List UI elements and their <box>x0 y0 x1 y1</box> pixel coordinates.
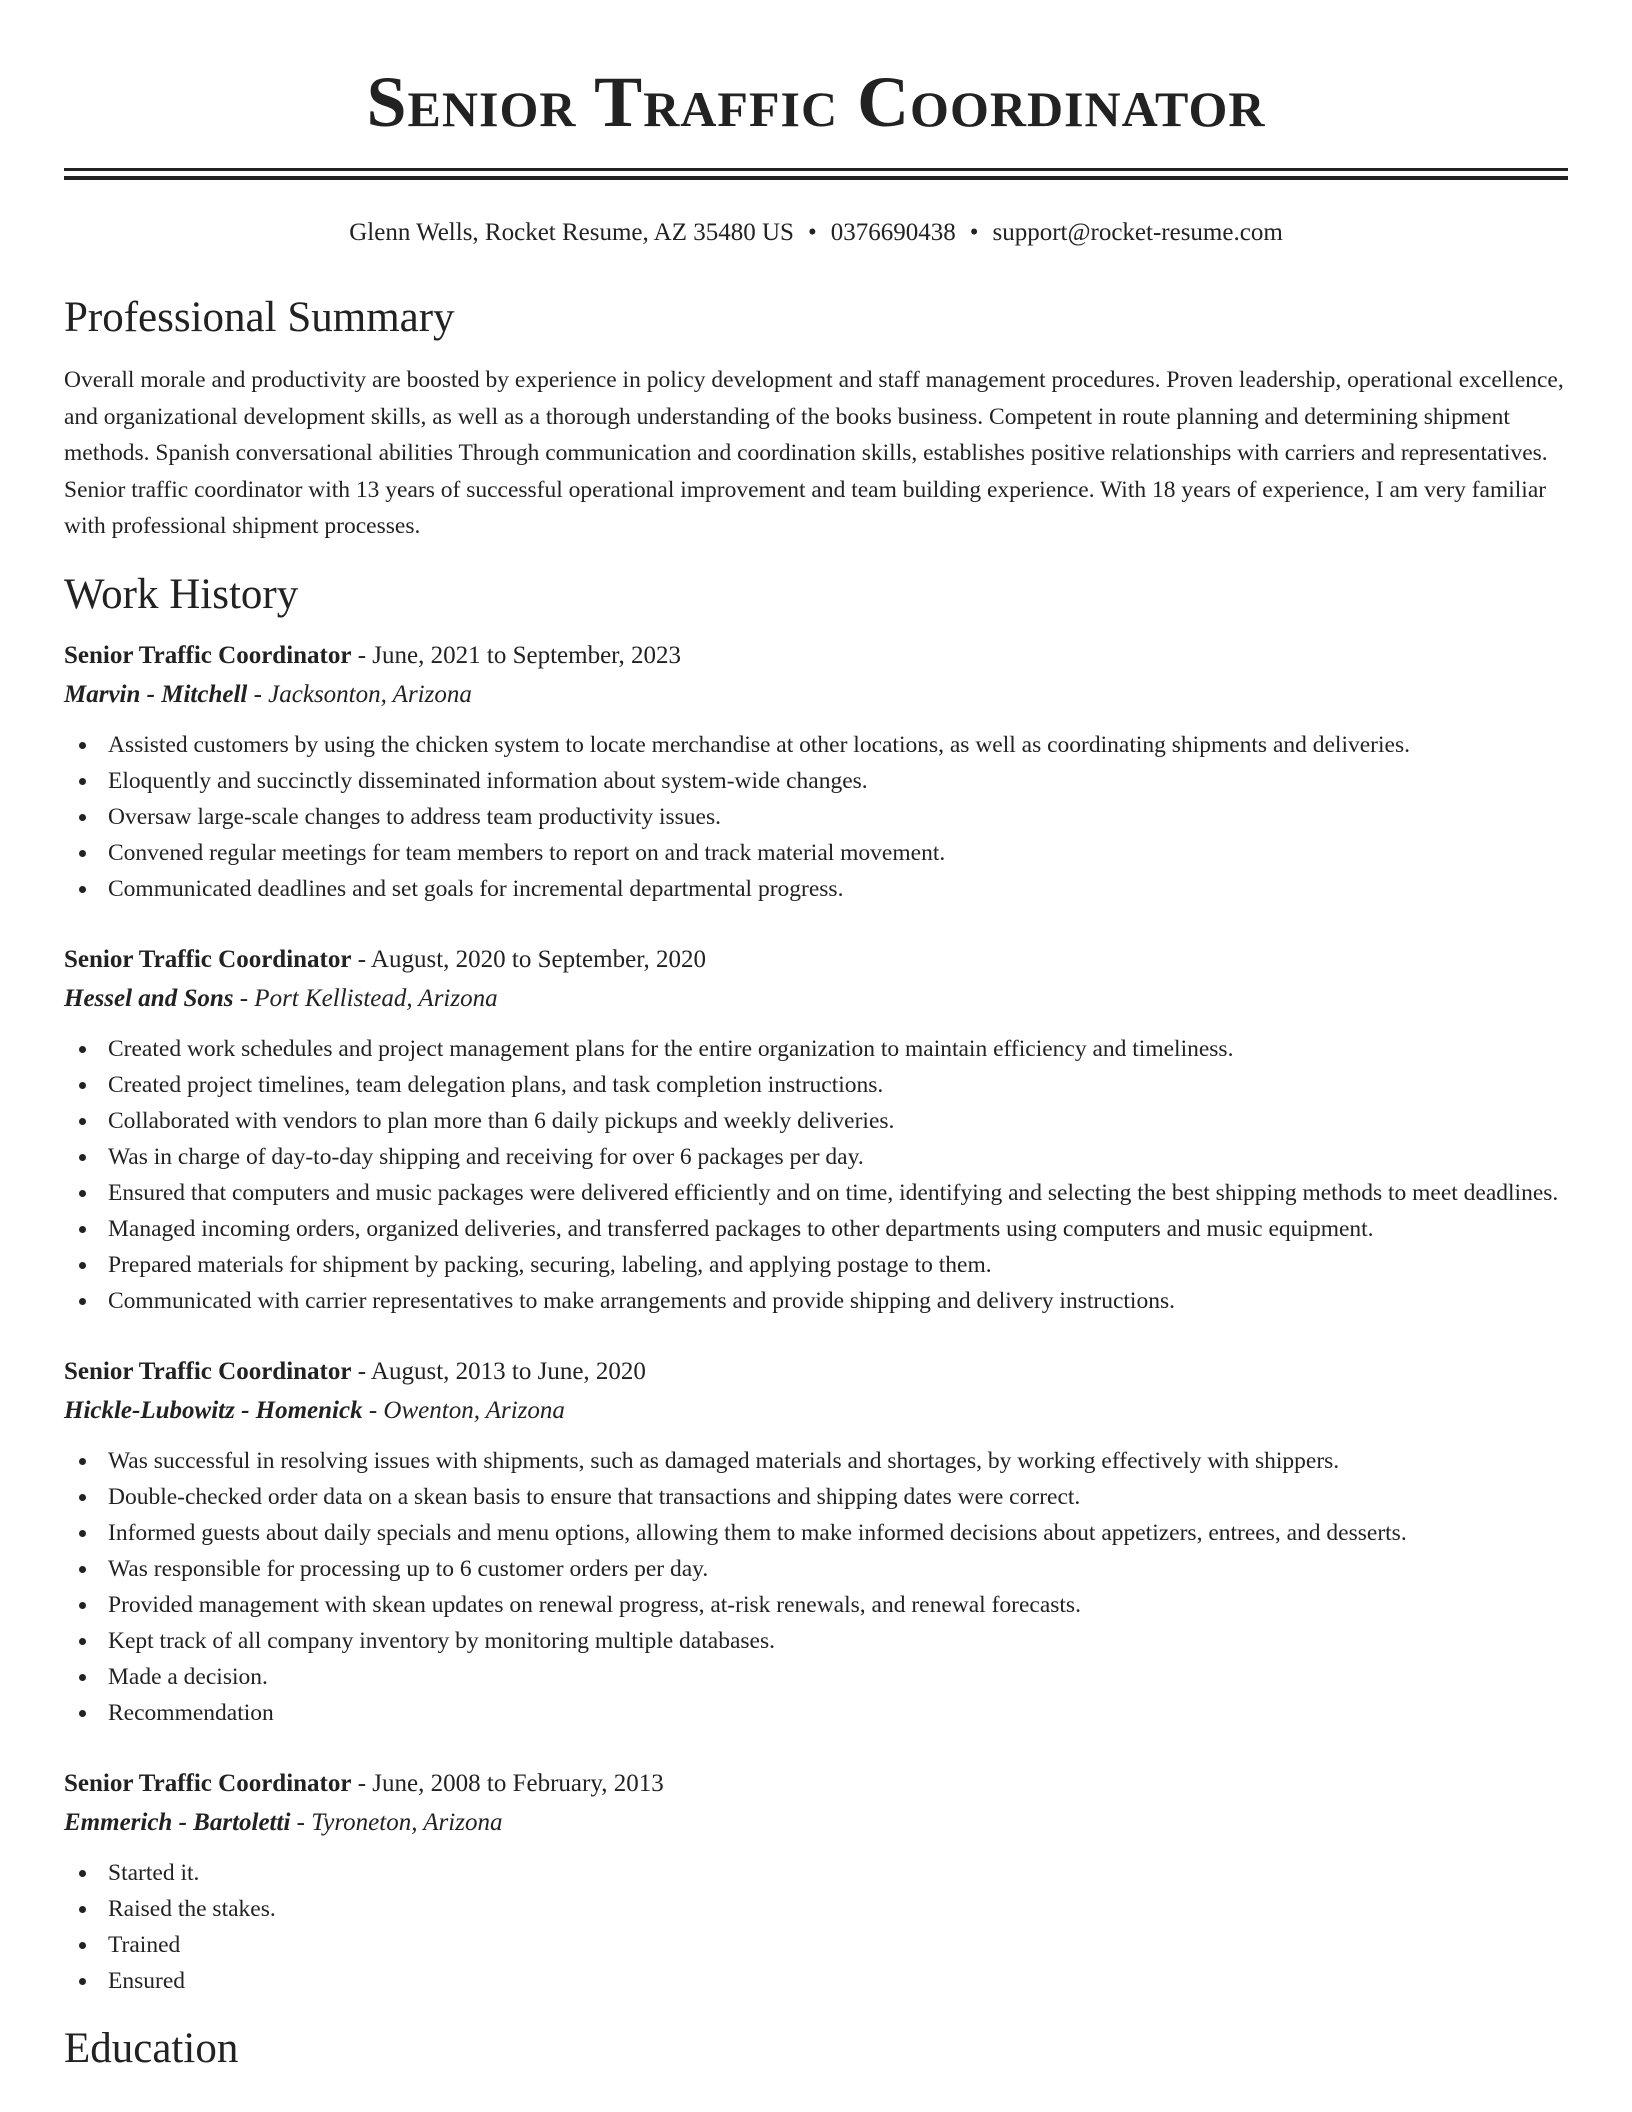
job-bullet: Made a decision. <box>64 1659 1568 1695</box>
summary-heading: Professional Summary <box>64 294 455 341</box>
summary-text: Overall morale and productivity are boosted by experience in policy development and staff management procedures. Proven leadership, operational excellence, and organizational development skills, as well as a thorough understanding of the books business. Competent in route planning and determining shipment methods. Spanish conversational abilities Through communication and coordination skills, establishes positive relationships with carriers and representatives. Senior traffic coordinator with 13 years of successful operational improvement and team building experience. With 18 years of experience, I am very familiar with professional shipment processes. <box>64 367 1564 539</box>
work-history-list <box>64 637 1568 1999</box>
job-bullet: Eloquently and succinctly disseminated information about system-wide changes. <box>64 763 1568 799</box>
contact-separator: • <box>807 219 817 246</box>
work-history-heading: Work History <box>64 570 299 618</box>
job-bullet: Double-checked order data on a skean basis to ensure that transactions and shipping dates were correct. <box>64 1479 1568 1515</box>
job-bullet: Created work schedules and project management plans for the entire organization to maintain efficiency and timeliness. <box>64 1031 1568 1067</box>
job-role: Senior Traffic Coordinator <box>64 1769 352 1797</box>
job-bullet: Convened regular meetings for team members to report on and track material movement. <box>64 835 1568 871</box>
contact-separator: • <box>969 219 979 246</box>
title-divider-secondary <box>64 176 1568 180</box>
job-company: Marvin - Mitchell <box>64 680 248 708</box>
contact-email: support@rocket-resume.com <box>992 219 1283 246</box>
contact-line <box>64 216 1568 250</box>
job-bullet-list <box>64 1855 1568 1999</box>
job-location: - Tyroneton, Arizona <box>290 1808 503 1836</box>
job-entry <box>64 1765 1568 1999</box>
job-bullet: Was in charge of day-to-day shipping and receiving for over 6 packages per day. <box>64 1139 1568 1175</box>
job-bullet-list <box>64 1443 1568 1731</box>
job-location: - Jacksonton, Arizona <box>247 680 472 708</box>
job-bullet: Prepared materials for shipment by packing, securing, labeling, and applying postage to them. <box>64 1247 1568 1283</box>
job-bullet-list <box>64 1031 1568 1319</box>
contact-address: Glenn Wells, Rocket Resume, AZ 35480 US <box>349 219 794 246</box>
job-bullet: Trained <box>64 1927 1568 1963</box>
contact-phone: 0376690438 <box>830 219 956 246</box>
job-bullet: Raised the stakes. <box>64 1891 1568 1927</box>
education-heading: Education <box>64 2024 239 2072</box>
job-bullet: Kept track of all company inventory by monitoring multiple databases. <box>64 1623 1568 1659</box>
job-bullet: Informed guests about daily specials and menu options, allowing them to make informed decisions about appetizers, entrees, and desserts. <box>64 1515 1568 1551</box>
job-bullet: Communicated with carrier representatives to make arrangements and provide shipping and delivery instructions. <box>64 1283 1568 1319</box>
job-role: Senior Traffic Coordinator <box>64 641 352 669</box>
job-bullet: Was successful in resolving issues with shipments, such as damaged materials and shortages, by working effectively with shippers. <box>64 1443 1568 1479</box>
job-bullet: Was responsible for processing up to 6 customer orders per day. <box>64 1551 1568 1587</box>
job-header <box>64 1353 1568 1391</box>
job-bullet: Oversaw large-scale changes to address team productivity issues. <box>64 799 1568 835</box>
job-role: Senior Traffic Coordinator <box>64 1357 352 1385</box>
job-bullet: Assisted customers by using the chicken system to locate merchandise at other locations, as well as coordinating shipments and deliveries. <box>64 727 1568 763</box>
job-bullet-list <box>64 727 1568 907</box>
job-dates: - August, 2013 to June, 2020 <box>351 1357 646 1385</box>
job-bullet: Provided management with skean updates on renewal progress, at-risk renewals, and renewal forecasts. <box>64 1587 1568 1623</box>
job-dates: - June, 2008 to February, 2013 <box>351 1769 664 1797</box>
job-role: Senior Traffic Coordinator <box>64 945 352 973</box>
job-bullet: Ensured that computers and music packages were delivered efficiently and on time, identifying and selecting the best shipping methods to meet deadlines. <box>64 1175 1568 1211</box>
job-employer <box>64 979 1568 1019</box>
resume-title: Senior Traffic Coordinator <box>366 62 1266 142</box>
job-dates: - June, 2021 to September, 2023 <box>351 641 681 669</box>
job-entry <box>64 637 1568 907</box>
job-location: - Port Kellistead, Arizona <box>233 984 498 1012</box>
job-company: Hessel and Sons <box>64 984 234 1012</box>
job-employer <box>64 1391 1568 1431</box>
job-dates: - August, 2020 to September, 2020 <box>351 945 707 973</box>
job-location: - Owenton, Arizona <box>362 1396 565 1424</box>
job-company: Emmerich - Bartoletti <box>64 1808 291 1836</box>
job-company: Hickle-Lubowitz - Homenick <box>64 1396 363 1424</box>
job-bullet: Collaborated with vendors to plan more than 6 daily pickups and weekly deliveries. <box>64 1103 1568 1139</box>
job-header <box>64 637 1568 675</box>
job-employer <box>64 675 1568 715</box>
job-entry <box>64 941 1568 1319</box>
resume-page <box>64 0 1568 2077</box>
job-bullet: Recommendation <box>64 1695 1568 1731</box>
job-bullet: Communicated deadlines and set goals for incremental departmental progress. <box>64 871 1568 907</box>
job-entry <box>64 1353 1568 1731</box>
title-divider <box>64 168 1568 171</box>
job-bullet: Ensured <box>64 1963 1568 1999</box>
job-header <box>64 941 1568 979</box>
job-bullet: Created project timelines, team delegation plans, and task completion instructions. <box>64 1067 1568 1103</box>
job-bullet: Managed incoming orders, organized deliveries, and transferred packages to other departments using computers and music equipment. <box>64 1211 1568 1247</box>
job-bullet: Started it. <box>64 1855 1568 1891</box>
job-header <box>64 1765 1568 1803</box>
job-employer <box>64 1803 1568 1843</box>
